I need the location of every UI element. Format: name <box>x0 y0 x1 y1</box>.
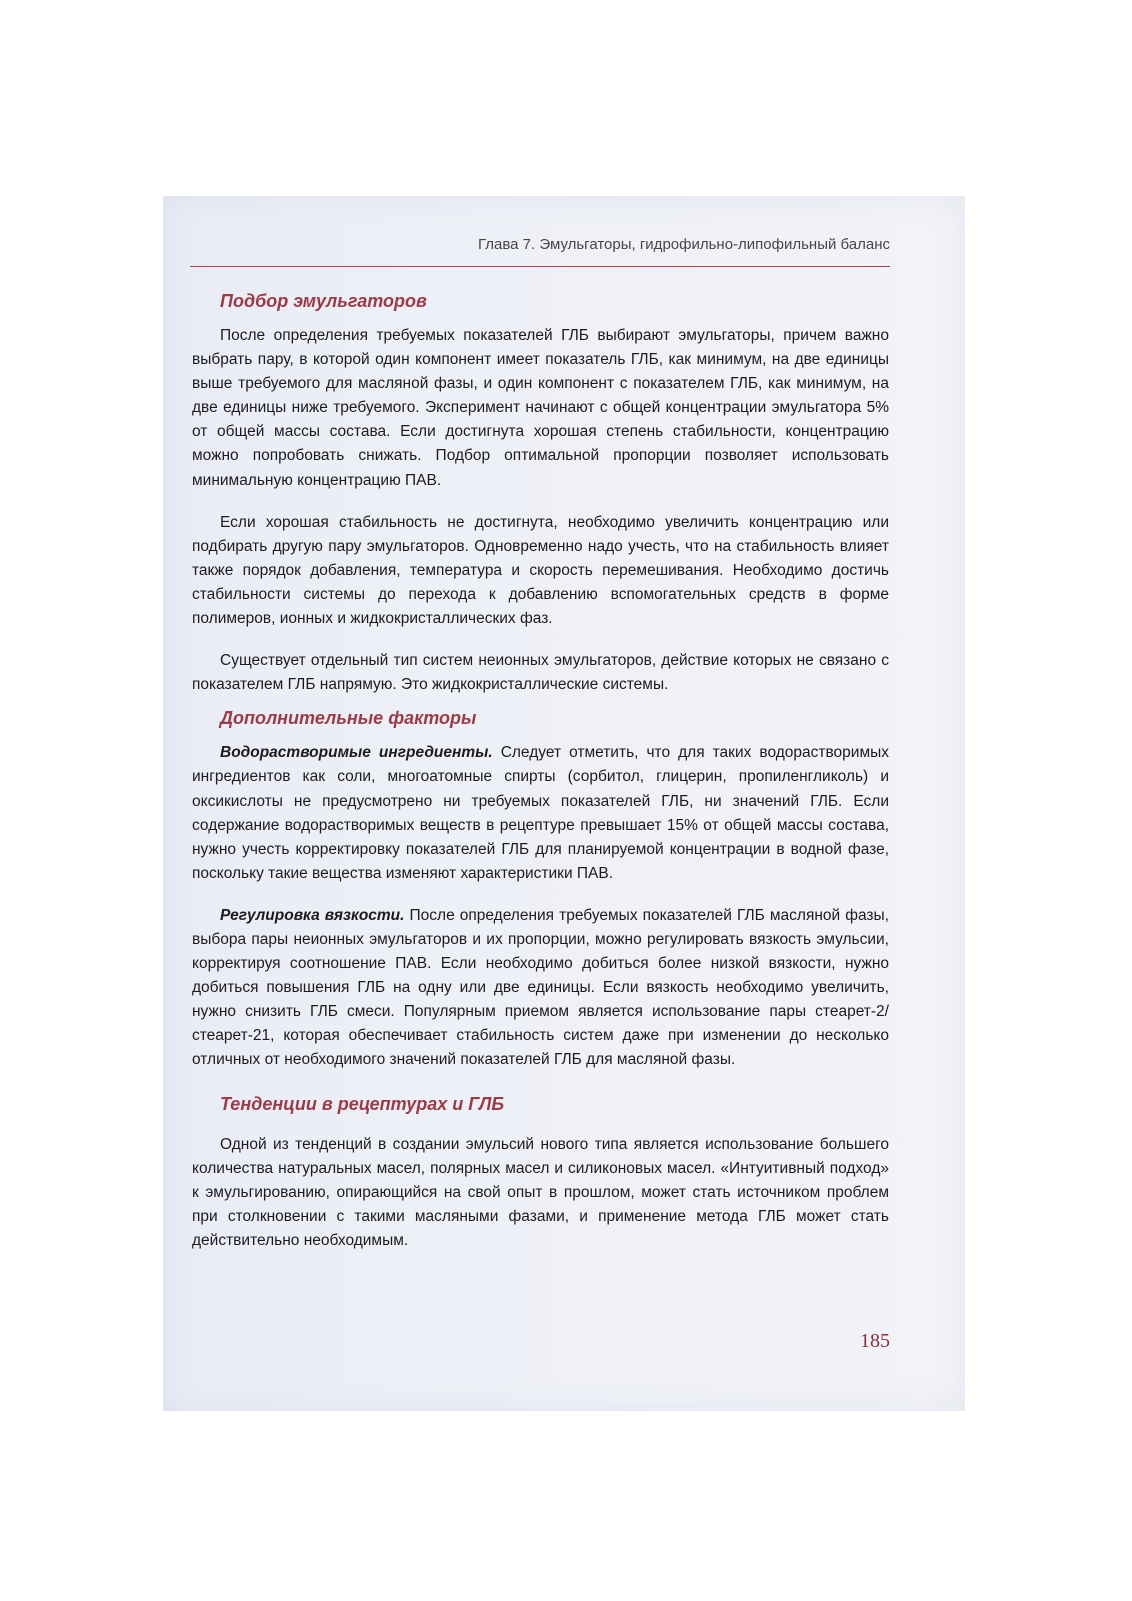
viscosity-text: После определения требуемых показателей ГЛБ масляной фазы, выбора пары неионных эмульгаторов и их пропорции, можно регулировать вязкость эмульсии, корректируя соотношение ПАВ. Если необходимо добиться более низкой вязкости, нужно добиться повышения ГЛБ на одну или две единицы. Если вязкость необходимо увеличить, нужно снизить ГЛБ смеси. Популярным приемом является использование пары стеарет-2/стеарет-21, которая обеспечивает стабильность систем даже при изменении до несколько отличных от необходимого значений показателей ГЛБ для масляной фазы. <box>192 906 889 1069</box>
page-number: 185 <box>860 1330 890 1352</box>
water-soluble-lead: Водорастворимые ингредиенты. <box>220 744 493 762</box>
paragraph-selection-1: После определения требуемых показателей ГЛБ выбирают эмульгаторы, причем важно выбрать пару, в которой один компонент имеет показатель ГЛБ, как минимум, на две единицы выше требуемого для масляной фазы, и один компонент с показателем ГЛБ, как минимум, на две единицы ниже требуемого. Эксперимент начинают с общей концентрации эмульгатора 5% от общей массы состава. Если достигнута хорошая степень стабильности, концентрацию можно попробовать снижать. Подбор оптимальной пропорции позволяет использовать минимальную концентрацию ПАВ. <box>192 327 889 489</box>
paragraph-water-soluble <box>192 741 889 886</box>
page-body <box>192 288 889 1271</box>
paragraph-viscosity <box>192 904 889 1073</box>
paragraph-selection-2: Если хорошая стабильность не достигнута, необходимо увеличить концентрацию или подбирать другую пару эмульгаторов. Одновременно надо учесть, что на стабильность влияет также порядок добавления, температура и скорость перемешивания. Необходимо достичь стабильности системы до перехода к добавлению вспомогательных средств в форме полимеров, ионных и жидкокристаллических фаз. <box>192 513 889 628</box>
paragraph-selection-3: Существует отдельный тип систем неионных эмульгаторов, действие которых не связано с показателем ГЛБ напрямую. Это жидкокристаллические системы. <box>192 652 889 694</box>
paragraph-trends-1: Одной из тенденций в создании эмульсий нового типа является использование большего количества натуральных масел, полярных масел и силиконовых масел. «Интуитивный подход» к эмульгированию, опирающийся на свой опыт в прошлом, может стать источником проблем при столкновении с такими масляными фазами, и применение метода ГЛБ может стать действительно необходимым. <box>192 1135 889 1249</box>
header-rule <box>190 266 890 267</box>
section-heading-trends: Тенденции в рецептурах и ГЛБ <box>220 1093 505 1114</box>
section-heading-additional: Дополнительные факторы <box>220 708 477 729</box>
section-heading-selection: Подбор эмульгаторов <box>220 291 427 311</box>
viscosity-lead: Регулировка вязкости. <box>220 906 405 924</box>
water-soluble-text: Следует отметить, что для таких водорастворимых ингредиентов как соли, многоатомные спирты (сорбитол, глицерин, пропиленгликоль) и оксикислоты не предусмотрено ни требуемых показателей ГЛБ, ни значений ГЛБ. Если содержание водорастворимых веществ в рецептуре превышает 15% от общей массы состава, нужно учесть корректировку показателей ГЛБ для планируемой концентрации в водной фазе, поскольку такие вещества изменяют характеристики ПАВ. <box>192 744 889 882</box>
running-head: Глава 7. Эмульгаторы, гидрофильно-липофильный баланс <box>477 236 890 253</box>
